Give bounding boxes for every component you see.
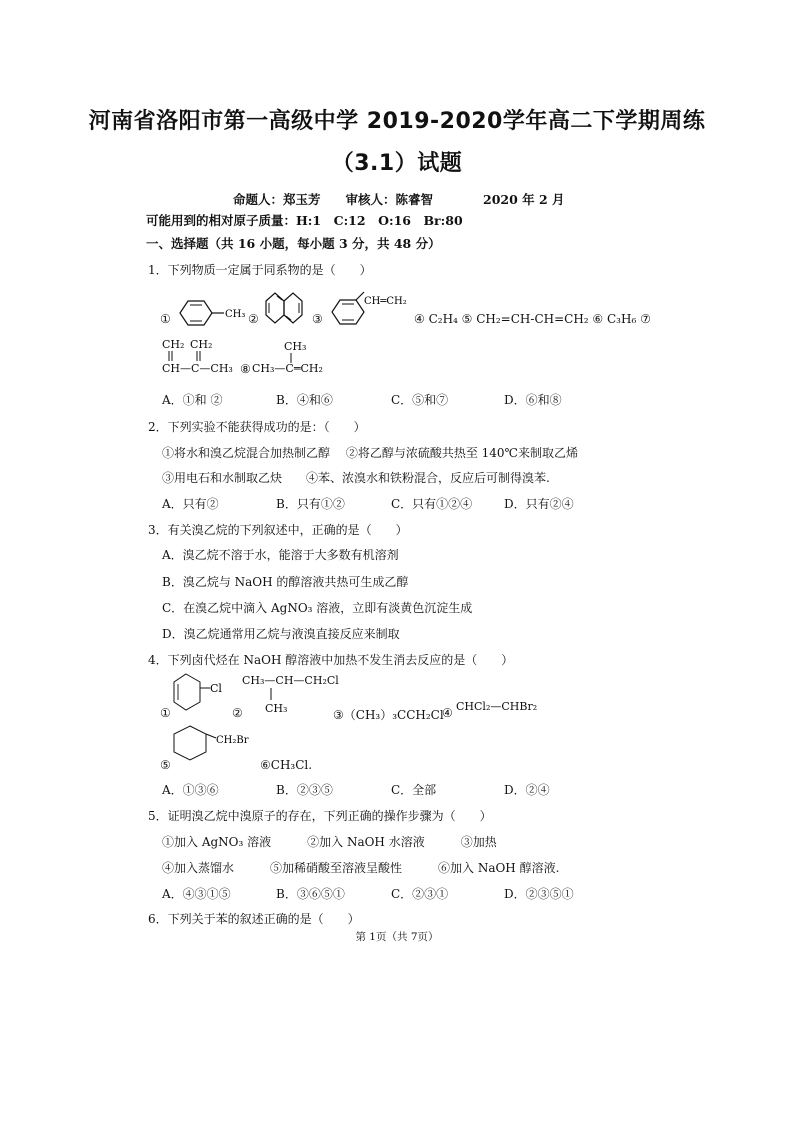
q4-num-1: ① xyxy=(160,706,171,720)
page-title: 河南省洛阳市第一高级中学 2019-2020学年高二下学期周练 xyxy=(88,109,706,134)
q5-option-d: D．②③⑤① xyxy=(504,887,574,901)
q2-line-1: ①将水和溴乙烷混合加热制乙醇 ②将乙醇与浓硫酸共热至 140℃来制取乙烯 xyxy=(162,446,578,460)
authors-line: 命题人：郑玉芳 审核人：陈睿智 2020 年 2 月 xyxy=(233,192,565,207)
s7-top-b: CH₂ xyxy=(190,338,213,351)
structure-8 xyxy=(252,340,342,380)
section-heading: 一、选择题（共 16 小题，每小题 3 分，共 48 分） xyxy=(146,236,441,251)
q1-num-3: ③ xyxy=(312,312,323,326)
question-6-stem: 6．下列关于苯的叙述正确的是（ ） xyxy=(148,912,360,926)
page-title-line2: （3.1）试题 xyxy=(331,151,463,176)
s7-top-a: CH₂ xyxy=(162,338,185,351)
ch2br-label: CH₂Br xyxy=(216,735,249,746)
question-2-stem: 2．下列实验不能获得成功的是：（ ） xyxy=(148,420,366,434)
q4-num-2: ② xyxy=(232,706,243,720)
question-4-stem: 4．下列卤代烃在 NaOH 醇溶液中加热不发生消去反应的是（ ） xyxy=(148,653,514,667)
styrene-structure xyxy=(326,290,420,330)
chlorine-label: Cl xyxy=(210,682,222,695)
q5-option-b: B．③⑥⑤① xyxy=(276,887,345,901)
q4-num-5: ⑤ xyxy=(160,758,171,772)
cyclohexylmethyl-bromide-structure xyxy=(172,724,264,772)
q1-num-1: ① xyxy=(160,312,171,326)
q4-option-c: C．全部 xyxy=(391,783,437,797)
atomic-masses: 可能用到的相对原子质量：H:1 C:12 O:16 Br:80 xyxy=(146,213,463,228)
q4-structure-6: ⑥CH₃Cl. xyxy=(260,758,313,772)
q3-option-d: D．溴乙烷通常用乙烷与液溴直接反应来制取 xyxy=(162,627,400,641)
q2-option-d: D．只有②④ xyxy=(504,497,574,511)
chlorobenzene-structure xyxy=(172,672,228,722)
q5-option-c: C．②③① xyxy=(391,887,449,901)
s8-top: CH₃ xyxy=(284,340,307,353)
q3-option-a: A．溴乙烷不溶于水，能溶于大多数有机溶剂 xyxy=(162,548,399,562)
naphthalene-structure xyxy=(262,286,316,330)
q1-rest-options: ④ C₂H₄ ⑤ CH₂=CH-CH=CH₂ ⑥ C₃H₆ ⑦ xyxy=(414,312,651,326)
q1-num-2: ② xyxy=(248,312,259,326)
toluene-ch3-label: CH₃ xyxy=(225,309,246,320)
q5-line-2: ④加入蒸馏水 ⑤加稀硝酸至溶液呈酸性 ⑥加入 NaOH 醇溶液. xyxy=(162,861,560,875)
page-footer: 第 1页（共 7页） xyxy=(355,931,439,943)
q5-line-1: ①加入 AgNO₃ 溶液 ②加入 NaOH 水溶液 ③加热 xyxy=(162,835,497,849)
q1-option-a: A．①和 ② xyxy=(162,393,223,407)
q4-structure-3: ③（CH₃）₃CCH₂Cl xyxy=(333,708,444,722)
q2-option-c: C．只有①②④ xyxy=(391,497,473,511)
q2-line-2: ③用电石和水制取乙炔 ④苯、浓溴水和铁粉混合，反应后可制得溴苯. xyxy=(162,471,550,485)
q3-option-c: C．在溴乙烷中滴入 AgNO₃ 溶液，立即有淡黄色沉淀生成 xyxy=(162,601,473,615)
q4-option-b: B．②③⑤ xyxy=(276,783,333,797)
q2-option-b: B．只有①② xyxy=(276,497,345,511)
q4-num-4: ④ xyxy=(442,706,453,720)
q4-option-d: D．②④ xyxy=(504,783,550,797)
q1-option-b: B．④和⑥ xyxy=(276,393,333,407)
question-1-stem: 1．下列物质一定属于同系物的是（ ） xyxy=(148,263,372,277)
toluene-structure xyxy=(172,296,252,330)
s7-main: CH—C—CH₃ xyxy=(162,362,233,375)
s8-main: CH₃—C═CH₂ xyxy=(252,362,323,375)
question-5-stem: 5．证明溴乙烷中溴原子的存在，下列正确的操作步骤为（ ） xyxy=(148,809,492,823)
q3-option-b: B．溴乙烷与 NaOH 的醇溶液共热可生成乙醇 xyxy=(162,575,409,589)
question-3-stem: 3．有关溴乙烷的下列叙述中，正确的是（ ） xyxy=(148,523,408,537)
s2-sub: CH₃ xyxy=(265,702,288,715)
q5-option-a: A．④③①⑤ xyxy=(162,887,231,901)
styrene-vinyl-label: CH═CH₂ xyxy=(364,296,407,307)
q4-structure-4: CHCl₂—CHBr₂ xyxy=(456,700,538,713)
q1-num-8: ⑧ xyxy=(240,362,251,376)
q1-option-c: C．⑤和⑦ xyxy=(391,393,449,407)
q4-option-a: A．①③⑥ xyxy=(162,783,219,797)
q1-option-d: D．⑥和⑧ xyxy=(504,393,562,407)
q2-option-a: A．只有② xyxy=(162,497,219,511)
s2-main: CH₃—CH—CH₂Cl xyxy=(242,674,339,687)
